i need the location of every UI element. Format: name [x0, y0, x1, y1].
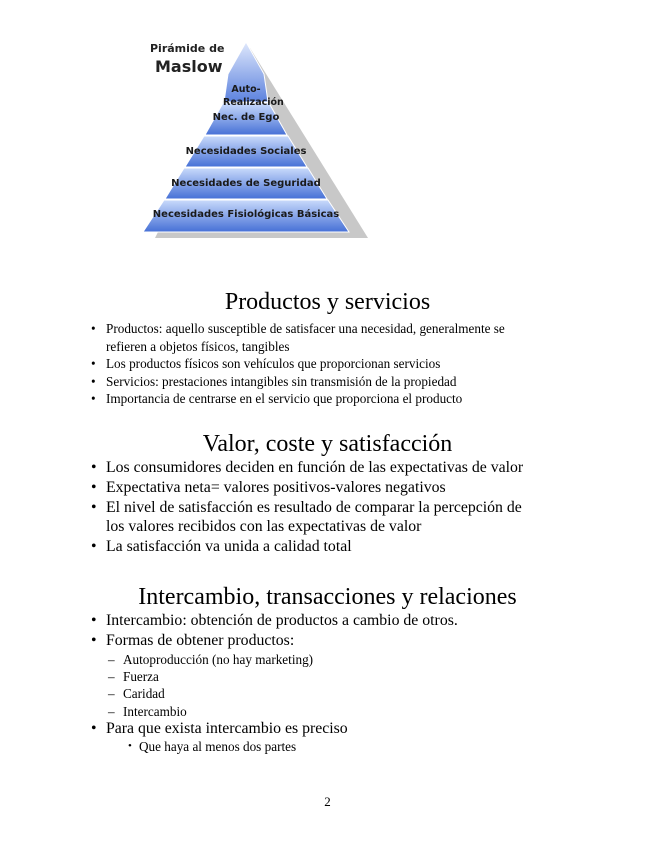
tier-label-4: Necesidades de Seguridad: [171, 178, 321, 189]
list-item-continuation: los valores recibidos con las expectativas de valor: [106, 518, 422, 536]
pyramid-title-line2: Maslow: [155, 57, 223, 76]
maslow-pyramid: [139, 40, 371, 240]
list-item-continuation: refieren a objetos físicos, tangibles: [106, 338, 290, 354]
list-item: • Importancia de centrarse en el servicio que proporciona el producto: [91, 391, 463, 407]
valor-list: [91, 458, 586, 557]
list-item: • Intercambio: obtención de productos a cambio de otros.: [91, 612, 458, 629]
intercambio-list: [91, 611, 586, 651]
page-number: 2: [324, 794, 331, 809]
formas-sublist: [108, 651, 523, 720]
list-item: • Los consumidores deciden en función de las expectativas de valor: [91, 459, 524, 476]
heading-productos: Productos y servicios: [224, 289, 431, 315]
list-item: • Para que exista intercambio es preciso: [91, 720, 348, 737]
list-item: • El nivel de satisfacción es resultado de comparar la percepción de: [91, 498, 522, 516]
list-item: • Los productos físicos son vehículos que proporcionan servicios: [91, 356, 441, 372]
tier-label-2: Nec. de Ego: [212, 112, 280, 123]
heading-valor: Valor, coste y satisfacción: [202, 431, 453, 457]
heading-intercambio: Intercambio, transacciones y relaciones: [138, 584, 517, 610]
sublist-item: – Fuerza: [108, 669, 159, 685]
list-item: • Formas de obtener productos:: [91, 631, 295, 649]
tier-label-3: Necesidades Sociales: [185, 146, 307, 157]
list-item: • Servicios: prestaciones intangibles sin transmisión de la propiedad: [91, 373, 457, 389]
tier-label-5: Necesidades Fisiológicas Básicas: [152, 209, 340, 220]
subsublist-item: • Que haya al menos dos partes: [128, 739, 297, 754]
tier-label-1: Auto- Realización: [223, 84, 284, 108]
intercambio-list-2: [91, 719, 586, 739]
sublist-item: – Caridad: [108, 686, 165, 702]
list-item: • La satisfacción va unida a calidad total: [91, 538, 352, 556]
list-item: • Expectativa neta= valores positivos-valores negativos: [91, 478, 446, 496]
productos-list: [91, 320, 576, 408]
partes-subsublist: [128, 738, 539, 755]
pyramid-title-line1: Pirámide de: [150, 42, 225, 55]
sublist-item: – Intercambio: [108, 703, 187, 719]
sublist-item: – Autoproducción (no hay marketing): [108, 652, 314, 667]
list-item: • Productos: aquello susceptible de satisfacer una necesidad, generalmente se: [91, 321, 505, 336]
